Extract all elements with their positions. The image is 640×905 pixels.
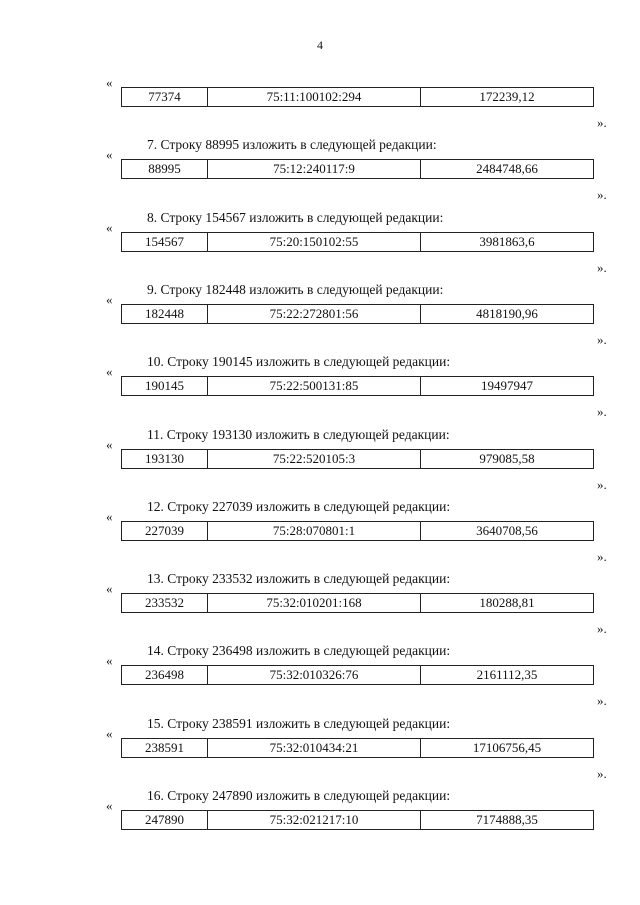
- value-cell: 4818190,96: [421, 304, 594, 323]
- register-row-table: [121, 232, 594, 252]
- cadastral-number-cell: 75:32:010326:76: [208, 666, 421, 685]
- cadastral-number-cell: 75:22:500131:85: [208, 377, 421, 396]
- table-row: [122, 738, 594, 757]
- value-cell: 180288,81: [421, 594, 594, 613]
- register-row-table: [121, 521, 594, 541]
- table-row: [122, 811, 594, 830]
- value-cell: 19497947: [421, 377, 594, 396]
- value-cell: 172239,12: [421, 88, 594, 107]
- row-number-cell: 193130: [122, 449, 208, 468]
- opening-quote: «: [106, 364, 113, 380]
- closing-quote: ».: [597, 693, 607, 709]
- value-cell: 7174888,35: [421, 811, 594, 830]
- register-row-table: [121, 810, 594, 830]
- closing-quote: ».: [597, 115, 607, 130]
- closing-quote: ».: [597, 765, 607, 781]
- register-row-table: [121, 738, 594, 758]
- register-row-table: [121, 665, 594, 685]
- register-row-table: [121, 159, 594, 179]
- opening-quote: «: [106, 653, 113, 669]
- opening-quote: «: [106, 291, 113, 307]
- register-row-table: [121, 304, 594, 324]
- row-number-cell: 227039: [122, 521, 208, 540]
- opening-quote: «: [106, 725, 113, 741]
- value-cell: 979085,58: [421, 449, 594, 468]
- opening-quote: «: [106, 219, 113, 235]
- cadastral-number-cell: 75:22:272801:56: [208, 304, 421, 323]
- row-number-cell: 77374: [122, 88, 208, 107]
- opening-quote: «: [106, 436, 113, 452]
- register-row-table: [121, 593, 594, 613]
- row-number-cell: 182448: [122, 304, 208, 323]
- page-number: 4: [317, 38, 323, 52]
- closing-quote: ».: [597, 621, 607, 637]
- amendment-instruction: 9. Строку 182448 изложить в следующей редакции:: [147, 281, 444, 297]
- closing-quote: ».: [597, 476, 607, 492]
- value-cell: 2484748,66: [421, 160, 594, 179]
- opening-quote: «: [106, 581, 113, 597]
- table-row: [122, 88, 594, 107]
- opening-quote: «: [106, 508, 113, 524]
- cadastral-number-cell: 75:32:010201:168: [208, 594, 421, 613]
- amendment-instruction: 14. Строку 236498 изложить в следующей редакции:: [147, 643, 451, 659]
- amendment-instruction: 7. Строку 88995 изложить в следующей редакции:: [147, 137, 437, 153]
- table-row: [122, 521, 594, 540]
- amendment-block: [0, 788, 640, 882]
- cadastral-number-cell: 75:32:021217:10: [208, 811, 421, 830]
- closing-quote: ».: [597, 404, 607, 420]
- row-number-cell: 154567: [122, 232, 208, 251]
- amendment-instruction: 16. Строку 247890 изложить в следующей редакции:: [147, 788, 451, 803]
- table-row: [122, 377, 594, 396]
- opening-quote: «: [106, 147, 113, 163]
- cadastral-number-cell: 75:28:070801:1: [208, 521, 421, 540]
- table-row: [122, 666, 594, 685]
- value-cell: 17106756,45: [421, 738, 594, 757]
- table-row: [122, 594, 594, 613]
- amendment-instruction: 8. Строку 154567 изложить в следующей редакции:: [147, 209, 444, 225]
- closing-quote: ».: [597, 259, 607, 275]
- closing-quote: ».: [597, 187, 607, 203]
- opening-quote: «: [106, 798, 113, 813]
- value-cell: 2161112,35: [421, 666, 594, 685]
- table-row: [122, 449, 594, 468]
- row-number-cell: 190145: [122, 377, 208, 396]
- row-number-cell: 88995: [122, 160, 208, 179]
- closing-quote: ».: [597, 548, 607, 564]
- table-row: [122, 232, 594, 251]
- register-row-table: [121, 87, 594, 107]
- register-row-table: [121, 449, 594, 469]
- cadastral-number-cell: 75:22:520105:3: [208, 449, 421, 468]
- table-row: [122, 160, 594, 179]
- register-row-table: [121, 376, 594, 396]
- cadastral-number-cell: 75:12:240117:9: [208, 160, 421, 179]
- table-row: [122, 304, 594, 323]
- row-number-cell: 236498: [122, 666, 208, 685]
- row-number-cell: 238591: [122, 738, 208, 757]
- value-cell: 3981863,6: [421, 232, 594, 251]
- closing-quote: ».: [597, 331, 607, 347]
- cadastral-number-cell: 75:20:150102:55: [208, 232, 421, 251]
- amendment-instruction: 11. Строку 193130 изложить в следующей редакции:: [147, 426, 450, 442]
- row-number-cell: 247890: [122, 811, 208, 830]
- amendment-instruction: 12. Строку 227039 изложить в следующей редакции:: [147, 498, 451, 514]
- opening-quote: «: [106, 75, 113, 90]
- cadastral-number-cell: 75:32:010434:21: [208, 738, 421, 757]
- value-cell: 3640708,56: [421, 521, 594, 540]
- amendment-instruction: 15. Строку 238591 изложить в следующей редакции:: [147, 715, 451, 731]
- amendment-instruction: 10. Строку 190145 изложить в следующей редакции:: [147, 354, 451, 370]
- cadastral-number-cell: 75:11:100102:294: [208, 88, 421, 107]
- amendment-instruction: 13. Строку 233532 изложить в следующей редакции:: [147, 571, 451, 587]
- row-number-cell: 233532: [122, 594, 208, 613]
